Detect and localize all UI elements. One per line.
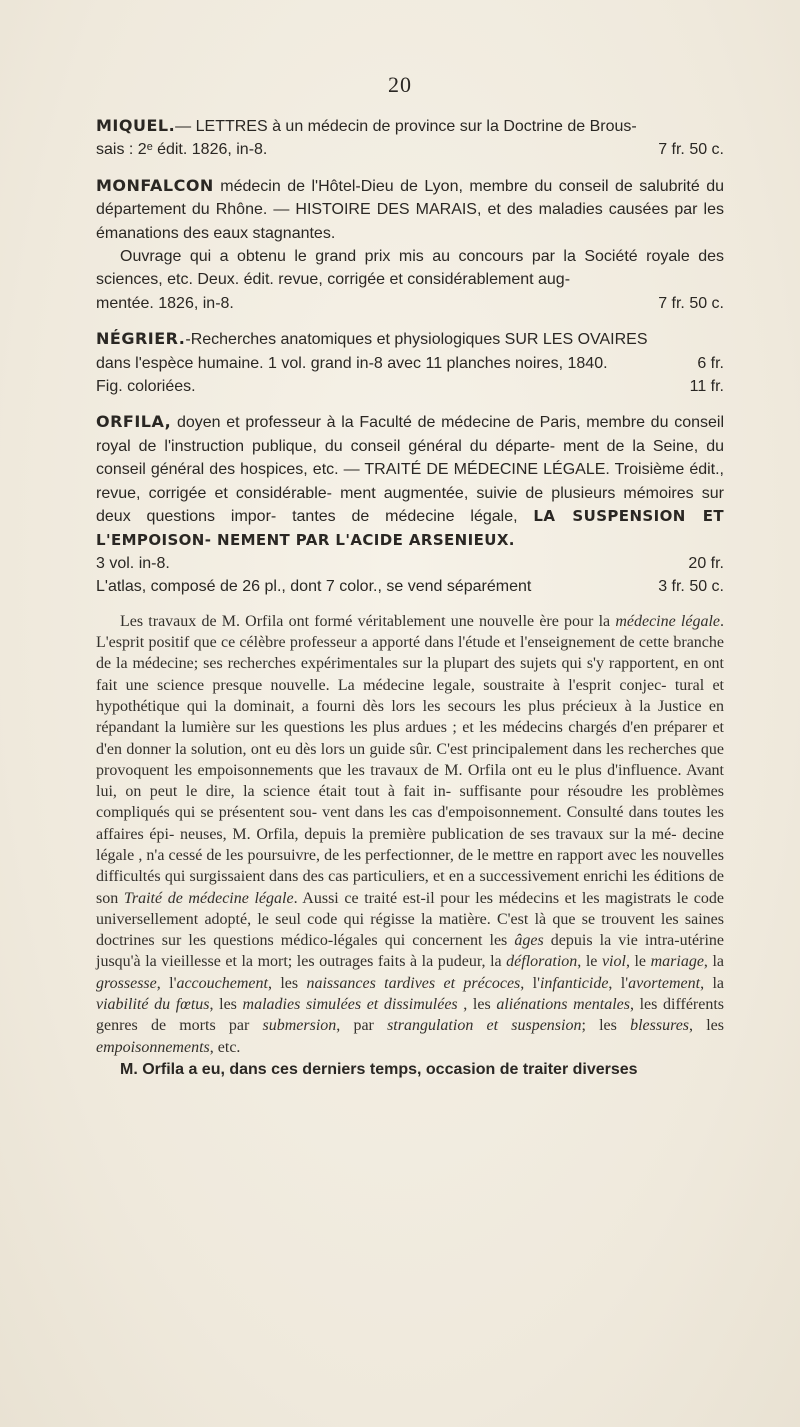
entry-text: Fig. coloriées. [96, 378, 196, 396]
entry-text: Ouvrage qui a obtenu le grand prix mis au concours par la Société royale des sciences, etc. Deux. édit. revue, corrigée et considérablement aug- [96, 248, 724, 289]
entry-text: — LETTRES à un médecin de province sur la Doctrine de Brous- [175, 118, 637, 135]
price: 11 fr. [689, 378, 724, 396]
price: 20 fr. [688, 554, 724, 572]
catalog-content [96, 114, 724, 1081]
entry-text: médecin de l'Hôtel-Dieu de Lyon, membre du conseil de salubrité du département du Rhône. — HISTOIRE DES MARAIS, et des maladies causées par les émanations des eaux stagnantes. [96, 177, 724, 242]
author-name: ORFILA, [96, 412, 172, 432]
price: 6 fr. [697, 354, 724, 372]
page-number: 20 [388, 72, 412, 97]
review-paragraph: Les travaux de M. Orfila ont formé véritablement une nouvelle ère pour la médecine légale. L'esprit positif que ce célèbre professeur a apporté dans l'étude et l'enseignement de cette branche de la médecine; ses recherches expérimentales sur la plupart des sujets qui s'y rapportent, en ont fait une science presque nouvelle. La médecine legale, soustraite à l'esprit conjec- tural et hypothétique qui la dominait, a fourni dès lors les secours les plus précieux à la Justice en répandant la lumière sur les questions les plus ardues ; et les médecins chargés d'en préparer et d'en donner la solution, ont eu dès lors un guide sûr. C'est principalement dans les recherches que provoquent les empoisonnements que les travaux de M. Orfila ont eu le plus d'influence. Avant lui, on peut le dire, la science était tout à fait in- suffisante pour résoudre les problèmes compliqués qui se présentent sou- vent dans les cas d'empoisonnement. Consulté dans toutes les affaires épi- neuses, M. Orfila, depuis la première publication de ses travaux sur la mé- decine légale , n'a cessé de les poursuivre, de les perfectionner, de le mettre en rapport avec les nouvelles difficultés qui surgissaient dans des cas particuliers, et en a successivement enrichi les éditions de son Traité de médecine légale. Aussi ce traité est-il pour les médecins et les magistrats le code universellement adopté, le seul code qui régisse la matière. C'est là que se trouvent les saines doctrines sur les questions médico-légales qui concernent les âges depuis la vie intra-utérine jusqu'à la vieillesse et la mort; les outrages faits à la pudeur, la défloration, le viol, le mariage, la grossesse, l'accouchement, les naissances tardives et précoces, l'infanticide, l'avortement, la viabilité du fœtus, les maladies simulées et dissimulées , les aliénations mentales, les différents genres de morts par submersion, par strangulation et suspension; les blessures, les empoisonnements, etc. [96, 612, 725, 1056]
entry-monfalcon [96, 174, 724, 315]
last-line: M. Orfila a eu, dans ces derniers temps, occasion de traiter diverses [120, 1060, 638, 1078]
entry-text: mentée. 1826, in-8. [96, 294, 234, 312]
entry-text: sais : 2ᵉ édit. 1826, in-8. [96, 141, 268, 159]
price: 3 fr. 50 c. [658, 578, 724, 596]
author-name: NÉGRIER. [96, 329, 186, 349]
entry-miquel [96, 114, 724, 162]
entry-orfila [96, 410, 724, 598]
author-name: MIQUEL. [96, 116, 176, 135]
entry-text: doyen et professeur à la Faculté de médecine de Paris, membre du conseil royal de l'instruction publique, du conseil général du départe- ment de la Seine, du conseil général des hospices, etc. — TRAITÉ DE MÉDECINE LÉGALE. Troisième édit., revue, corrigée et considérable- ment augmentée, suivie de plusieurs mémoires sur deux questions impor- tantes de médecine légale, [96, 414, 724, 526]
author-name: MONFALCON [96, 175, 214, 195]
entry-text: L'atlas, composé de 26 pl., dont 7 color., se vend séparément [96, 578, 532, 596]
entry-negrier [96, 327, 724, 398]
entry-text: 3 vol. in-8. [96, 554, 170, 572]
entry-text: dans l'espèce humaine. 1 vol. grand in-8 avec 11 planches noires, 1840. [96, 354, 608, 372]
entry-text: -Recherches anatomiques et physiologiques SUR LES OVAIRES [185, 331, 648, 349]
highlight-title: LA SUSPENSION ET L'EMPOISON- NEMENT PAR L'ACIDE ARSENIEUX. [96, 507, 724, 549]
price: 7 fr. 50 c. [658, 141, 724, 159]
price: 7 fr. 50 c. [658, 294, 724, 312]
